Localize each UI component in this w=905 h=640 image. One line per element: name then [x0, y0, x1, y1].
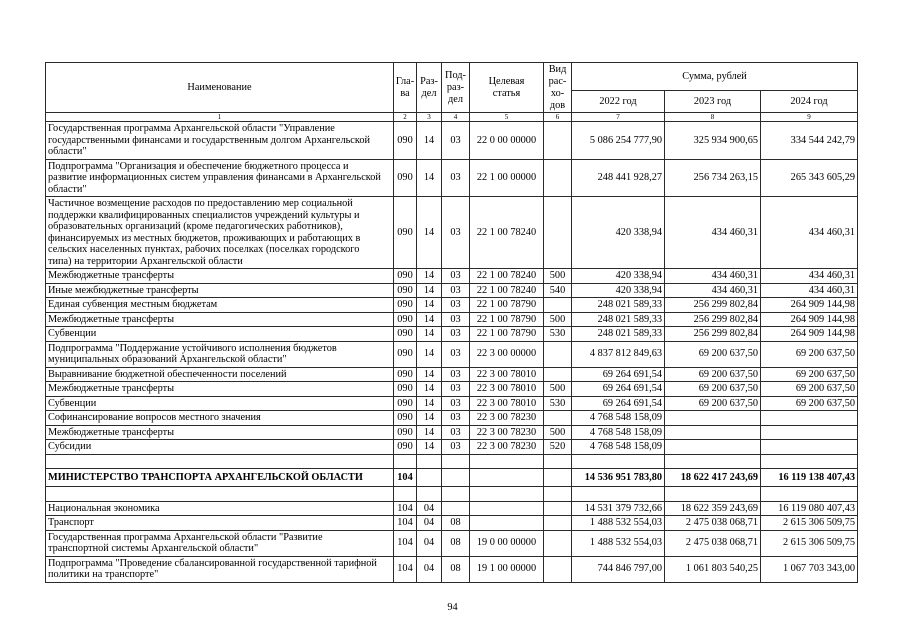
chapter-cell: 090 — [394, 341, 417, 367]
amount-2024-cell: 334 544 242,79 — [761, 122, 858, 160]
table-row — [46, 283, 858, 298]
subsection-cell: 03 — [442, 367, 470, 382]
section-cell: 14 — [417, 312, 442, 327]
amount-2024-cell — [761, 425, 858, 440]
column-number-9: 9 — [761, 113, 858, 122]
expense-type-cell — [544, 367, 572, 382]
chapter-cell: 090 — [394, 367, 417, 382]
target-article-cell: 22 3 00 78230 — [470, 440, 544, 455]
amount-2023-cell: 256 299 802,84 — [665, 298, 761, 313]
column-number-3: 3 — [417, 113, 442, 122]
target-article-cell: 22 3 00 78230 — [470, 411, 544, 426]
column-number-2: 2 — [394, 113, 417, 122]
name-cell: МИНИСТЕРСТВО ТРАНСПОРТА АРХАНГЕЛЬСКОЙ ОБЛАСТИ — [46, 469, 394, 487]
table-row — [46, 159, 858, 197]
amount-2024-cell — [761, 454, 858, 469]
subsection-cell: 08 — [442, 516, 470, 531]
header-section: Раз- дел — [417, 63, 442, 113]
target-article-cell: 22 3 00 78010 — [470, 396, 544, 411]
name-cell: Частичное возмещение расходов по предоставлению мер социальной поддержки квалифицированных специалистов учреждений культуры и образовательных организаций (кроме педагогических работников), финансируемых из местных бюджетов, проживающих и работающих в сельских населенных пунктах, рабочих поселках (поселках городского типа) на территории Архангельской области — [46, 197, 394, 269]
amount-2024-cell: 264 909 144,98 — [761, 298, 858, 313]
target-article-cell: 22 3 00 78010 — [470, 382, 544, 397]
chapter-cell: 090 — [394, 283, 417, 298]
subsection-cell — [442, 469, 470, 487]
section-cell: 14 — [417, 269, 442, 284]
header-chapter: Гла- ва — [394, 63, 417, 113]
header-target-article: Целевая статья — [470, 63, 544, 113]
amount-2023-cell — [665, 454, 761, 469]
subsection-cell: 03 — [442, 269, 470, 284]
table-row — [46, 382, 858, 397]
column-number-6: 6 — [544, 113, 572, 122]
amount-2023-cell: 1 061 803 540,25 — [665, 556, 761, 582]
name-cell: Межбюджетные трансферты — [46, 382, 394, 397]
amount-2023-cell: 434 460,31 — [665, 283, 761, 298]
amount-2024-cell: 69 200 637,50 — [761, 367, 858, 382]
target-article-cell: 22 1 00 78240 — [470, 283, 544, 298]
header-row — [46, 63, 858, 91]
subsection-cell: 03 — [442, 425, 470, 440]
section-cell: 04 — [417, 516, 442, 531]
subsection-cell: 03 — [442, 411, 470, 426]
section-cell: 14 — [417, 396, 442, 411]
expense-type-cell — [544, 556, 572, 582]
amount-2024-cell: 69 200 637,50 — [761, 341, 858, 367]
table-header — [46, 63, 858, 122]
header-sum: Сумма, рублей — [572, 63, 858, 91]
target-article-cell: 22 3 00 78010 — [470, 367, 544, 382]
target-article-cell — [470, 487, 544, 502]
name-cell: Национальная экономика — [46, 501, 394, 516]
table-row — [46, 516, 858, 531]
name-cell: Единая субвенция местным бюджетам — [46, 298, 394, 313]
expense-type-cell — [544, 469, 572, 487]
amount-2022-cell: 420 338,94 — [572, 197, 665, 269]
name-cell: Софинансирование вопросов местного значения — [46, 411, 394, 426]
header-expense-type: Вид рас- хо- дов — [544, 63, 572, 113]
expense-type-cell — [544, 298, 572, 313]
column-number-1: 1 — [46, 113, 394, 122]
section-cell: 14 — [417, 440, 442, 455]
name-cell: Подпрограмма "Проведение сбалансированной государственной тарифной политики на транспорте" — [46, 556, 394, 582]
name-cell: Субвенции — [46, 396, 394, 411]
amount-2023-cell — [665, 425, 761, 440]
header-year-2024: 2024 год — [761, 91, 858, 113]
table-row — [46, 411, 858, 426]
table-row — [46, 487, 858, 502]
chapter-cell: 090 — [394, 298, 417, 313]
section-cell: 04 — [417, 501, 442, 516]
subsection-cell: 08 — [442, 530, 470, 556]
name-cell: Транспорт — [46, 516, 394, 531]
target-article-cell: 22 0 00 00000 — [470, 122, 544, 160]
subsection-cell — [442, 487, 470, 502]
chapter-cell: 090 — [394, 197, 417, 269]
expense-type-cell — [544, 411, 572, 426]
section-cell: 14 — [417, 327, 442, 342]
amount-2024-cell: 2 615 306 509,75 — [761, 516, 858, 531]
amount-2023-cell: 2 475 038 068,71 — [665, 530, 761, 556]
target-article-cell: 22 3 00 00000 — [470, 341, 544, 367]
table-row — [46, 501, 858, 516]
amount-2022-cell — [572, 454, 665, 469]
column-numbers-row — [46, 113, 858, 122]
chapter-cell: 090 — [394, 327, 417, 342]
page-number: 94 — [447, 602, 458, 613]
budget-table — [45, 62, 858, 583]
target-article-cell — [470, 469, 544, 487]
amount-2022-cell: 4 768 548 158,09 — [572, 425, 665, 440]
target-article-cell: 22 3 00 78230 — [470, 425, 544, 440]
table-row — [46, 454, 858, 469]
chapter-cell: 090 — [394, 312, 417, 327]
expense-type-cell — [544, 530, 572, 556]
amount-2023-cell: 69 200 637,50 — [665, 382, 761, 397]
amount-2022-cell: 248 021 589,33 — [572, 312, 665, 327]
table-row — [46, 269, 858, 284]
target-article-cell: 19 0 00 00000 — [470, 530, 544, 556]
amount-2022-cell: 420 338,94 — [572, 283, 665, 298]
subsection-cell: 03 — [442, 159, 470, 197]
section-cell — [417, 487, 442, 502]
chapter-cell: 090 — [394, 269, 417, 284]
chapter-cell: 104 — [394, 530, 417, 556]
section-cell: 14 — [417, 197, 442, 269]
amount-2023-cell: 434 460,31 — [665, 269, 761, 284]
header-name: Наименование — [46, 63, 394, 113]
chapter-cell: 090 — [394, 396, 417, 411]
expense-type-cell: 540 — [544, 283, 572, 298]
amount-2022-cell: 420 338,94 — [572, 269, 665, 284]
amount-2024-cell — [761, 411, 858, 426]
amount-2024-cell — [761, 440, 858, 455]
amount-2024-cell — [761, 487, 858, 502]
table-row — [46, 298, 858, 313]
subsection-cell: 03 — [442, 440, 470, 455]
name-cell: Субсидии — [46, 440, 394, 455]
subsection-cell: 03 — [442, 197, 470, 269]
amount-2023-cell — [665, 411, 761, 426]
table-row — [46, 312, 858, 327]
chapter-cell — [394, 487, 417, 502]
target-article-cell — [470, 501, 544, 516]
section-cell: 14 — [417, 382, 442, 397]
amount-2023-cell: 18 622 417 243,69 — [665, 469, 761, 487]
name-cell: Выравнивание бюджетной обеспеченности поселений — [46, 367, 394, 382]
table-row — [46, 440, 858, 455]
amount-2023-cell: 256 299 802,84 — [665, 327, 761, 342]
amount-2023-cell: 69 200 637,50 — [665, 367, 761, 382]
amount-2024-cell: 264 909 144,98 — [761, 312, 858, 327]
amount-2023-cell: 18 622 359 243,69 — [665, 501, 761, 516]
column-number-8: 8 — [665, 113, 761, 122]
amount-2023-cell — [665, 440, 761, 455]
amount-2022-cell: 69 264 691,54 — [572, 367, 665, 382]
expense-type-cell — [544, 516, 572, 531]
amount-2023-cell: 256 734 263,15 — [665, 159, 761, 197]
table-row — [46, 396, 858, 411]
chapter-cell: 104 — [394, 516, 417, 531]
expense-type-cell: 500 — [544, 425, 572, 440]
chapter-cell: 090 — [394, 411, 417, 426]
name-cell: Подпрограмма "Организация и обеспечение бюджетного процесса и развитие информационных систем управления финансами в Архангельской области" — [46, 159, 394, 197]
name-cell: Субвенции — [46, 327, 394, 342]
section-cell: 14 — [417, 367, 442, 382]
subsection-cell: 03 — [442, 283, 470, 298]
amount-2022-cell: 4 768 548 158,09 — [572, 411, 665, 426]
table-row — [46, 556, 858, 582]
column-number-5: 5 — [470, 113, 544, 122]
expense-type-cell — [544, 122, 572, 160]
name-cell: Межбюджетные трансферты — [46, 425, 394, 440]
amount-2022-cell: 1 488 532 554,03 — [572, 516, 665, 531]
target-article-cell: 22 1 00 78790 — [470, 327, 544, 342]
table-row — [46, 122, 858, 160]
amount-2024-cell: 434 460,31 — [761, 283, 858, 298]
name-cell — [46, 487, 394, 502]
amount-2024-cell: 434 460,31 — [761, 197, 858, 269]
subsection-cell: 03 — [442, 327, 470, 342]
chapter-cell: 090 — [394, 440, 417, 455]
subsection-cell: 03 — [442, 382, 470, 397]
target-article-cell: 22 1 00 78790 — [470, 298, 544, 313]
amount-2023-cell: 434 460,31 — [665, 197, 761, 269]
chapter-cell: 090 — [394, 122, 417, 160]
target-article-cell: 22 1 00 00000 — [470, 159, 544, 197]
section-cell: 14 — [417, 283, 442, 298]
expense-type-cell: 500 — [544, 269, 572, 284]
amount-2024-cell: 264 909 144,98 — [761, 327, 858, 342]
amount-2024-cell: 1 067 703 343,00 — [761, 556, 858, 582]
amount-2024-cell: 16 119 138 407,43 — [761, 469, 858, 487]
name-cell — [46, 454, 394, 469]
target-article-cell: 22 1 00 78790 — [470, 312, 544, 327]
subsection-cell: 08 — [442, 556, 470, 582]
expense-type-cell — [544, 159, 572, 197]
subsection-cell: 03 — [442, 312, 470, 327]
amount-2022-cell: 744 846 797,00 — [572, 556, 665, 582]
amount-2022-cell: 248 021 589,33 — [572, 327, 665, 342]
expense-type-cell: 500 — [544, 312, 572, 327]
column-number-4: 4 — [442, 113, 470, 122]
section-cell: 14 — [417, 159, 442, 197]
name-cell: Подпрограмма "Поддержание устойчивого исполнения бюджетов муниципальных образований Архангельской области" — [46, 341, 394, 367]
table-body — [46, 122, 858, 583]
amount-2023-cell: 256 299 802,84 — [665, 312, 761, 327]
chapter-cell: 090 — [394, 159, 417, 197]
subsection-cell: 03 — [442, 396, 470, 411]
amount-2022-cell: 14 536 951 783,80 — [572, 469, 665, 487]
subsection-cell — [442, 501, 470, 516]
name-cell: Межбюджетные трансферты — [46, 312, 394, 327]
target-article-cell — [470, 516, 544, 531]
subsection-cell: 03 — [442, 341, 470, 367]
expense-type-cell — [544, 454, 572, 469]
amount-2023-cell — [665, 487, 761, 502]
target-article-cell: 22 1 00 78240 — [470, 269, 544, 284]
amount-2023-cell: 2 475 038 068,71 — [665, 516, 761, 531]
amount-2022-cell: 14 531 379 732,66 — [572, 501, 665, 516]
expense-type-cell — [544, 501, 572, 516]
expense-type-cell — [544, 487, 572, 502]
section-cell: 14 — [417, 298, 442, 313]
expense-type-cell: 500 — [544, 382, 572, 397]
amount-2023-cell: 69 200 637,50 — [665, 396, 761, 411]
chapter-cell: 090 — [394, 425, 417, 440]
section-cell: 14 — [417, 122, 442, 160]
name-cell: Межбюджетные трансферты — [46, 269, 394, 284]
table-row — [46, 197, 858, 269]
header-year-2023: 2023 год — [665, 91, 761, 113]
amount-2022-cell: 248 021 589,33 — [572, 298, 665, 313]
target-article-cell: 22 1 00 78240 — [470, 197, 544, 269]
amount-2022-cell: 69 264 691,54 — [572, 396, 665, 411]
amount-2023-cell: 325 934 900,65 — [665, 122, 761, 160]
section-cell: 04 — [417, 530, 442, 556]
amount-2022-cell: 248 441 928,27 — [572, 159, 665, 197]
chapter-cell: 104 — [394, 501, 417, 516]
section-cell — [417, 454, 442, 469]
subsection-cell — [442, 454, 470, 469]
chapter-cell: 104 — [394, 556, 417, 582]
table-row — [46, 341, 858, 367]
amount-2024-cell: 265 343 605,29 — [761, 159, 858, 197]
target-article-cell — [470, 454, 544, 469]
subsection-cell: 03 — [442, 298, 470, 313]
name-cell: Государственная программа Архангельской области "Управление государственными финансами и государственным долгом Архангельской области" — [46, 122, 394, 160]
subsection-cell: 03 — [442, 122, 470, 160]
chapter-cell: 090 — [394, 382, 417, 397]
section-cell: 14 — [417, 425, 442, 440]
amount-2023-cell: 69 200 637,50 — [665, 341, 761, 367]
expense-type-cell — [544, 197, 572, 269]
table-row — [46, 367, 858, 382]
expense-type-cell — [544, 341, 572, 367]
chapter-cell — [394, 454, 417, 469]
table-row — [46, 530, 858, 556]
expense-type-cell: 530 — [544, 396, 572, 411]
section-cell: 04 — [417, 556, 442, 582]
header-year-2022: 2022 год — [572, 91, 665, 113]
table-row — [46, 469, 858, 487]
section-cell: 14 — [417, 411, 442, 426]
amount-2022-cell: 1 488 532 554,03 — [572, 530, 665, 556]
table-row — [46, 327, 858, 342]
column-number-7: 7 — [572, 113, 665, 122]
section-cell: 14 — [417, 341, 442, 367]
amount-2024-cell: 69 200 637,50 — [761, 382, 858, 397]
amount-2022-cell: 4 837 812 849,63 — [572, 341, 665, 367]
chapter-cell: 104 — [394, 469, 417, 487]
amount-2022-cell: 4 768 548 158,09 — [572, 440, 665, 455]
section-cell — [417, 469, 442, 487]
amount-2022-cell — [572, 487, 665, 502]
amount-2024-cell: 434 460,31 — [761, 269, 858, 284]
expense-type-cell: 520 — [544, 440, 572, 455]
table-row — [46, 425, 858, 440]
amount-2022-cell: 69 264 691,54 — [572, 382, 665, 397]
expense-type-cell: 530 — [544, 327, 572, 342]
amount-2024-cell: 16 119 080 407,43 — [761, 501, 858, 516]
amount-2022-cell: 5 086 254 777,90 — [572, 122, 665, 160]
amount-2024-cell: 69 200 637,50 — [761, 396, 858, 411]
name-cell: Иные межбюджетные трансферты — [46, 283, 394, 298]
header-subsection: Под- раз- дел — [442, 63, 470, 113]
name-cell: Государственная программа Архангельской области "Развитие транспортной системы Архангельской области" — [46, 530, 394, 556]
target-article-cell: 19 1 00 00000 — [470, 556, 544, 582]
amount-2024-cell: 2 615 306 509,75 — [761, 530, 858, 556]
